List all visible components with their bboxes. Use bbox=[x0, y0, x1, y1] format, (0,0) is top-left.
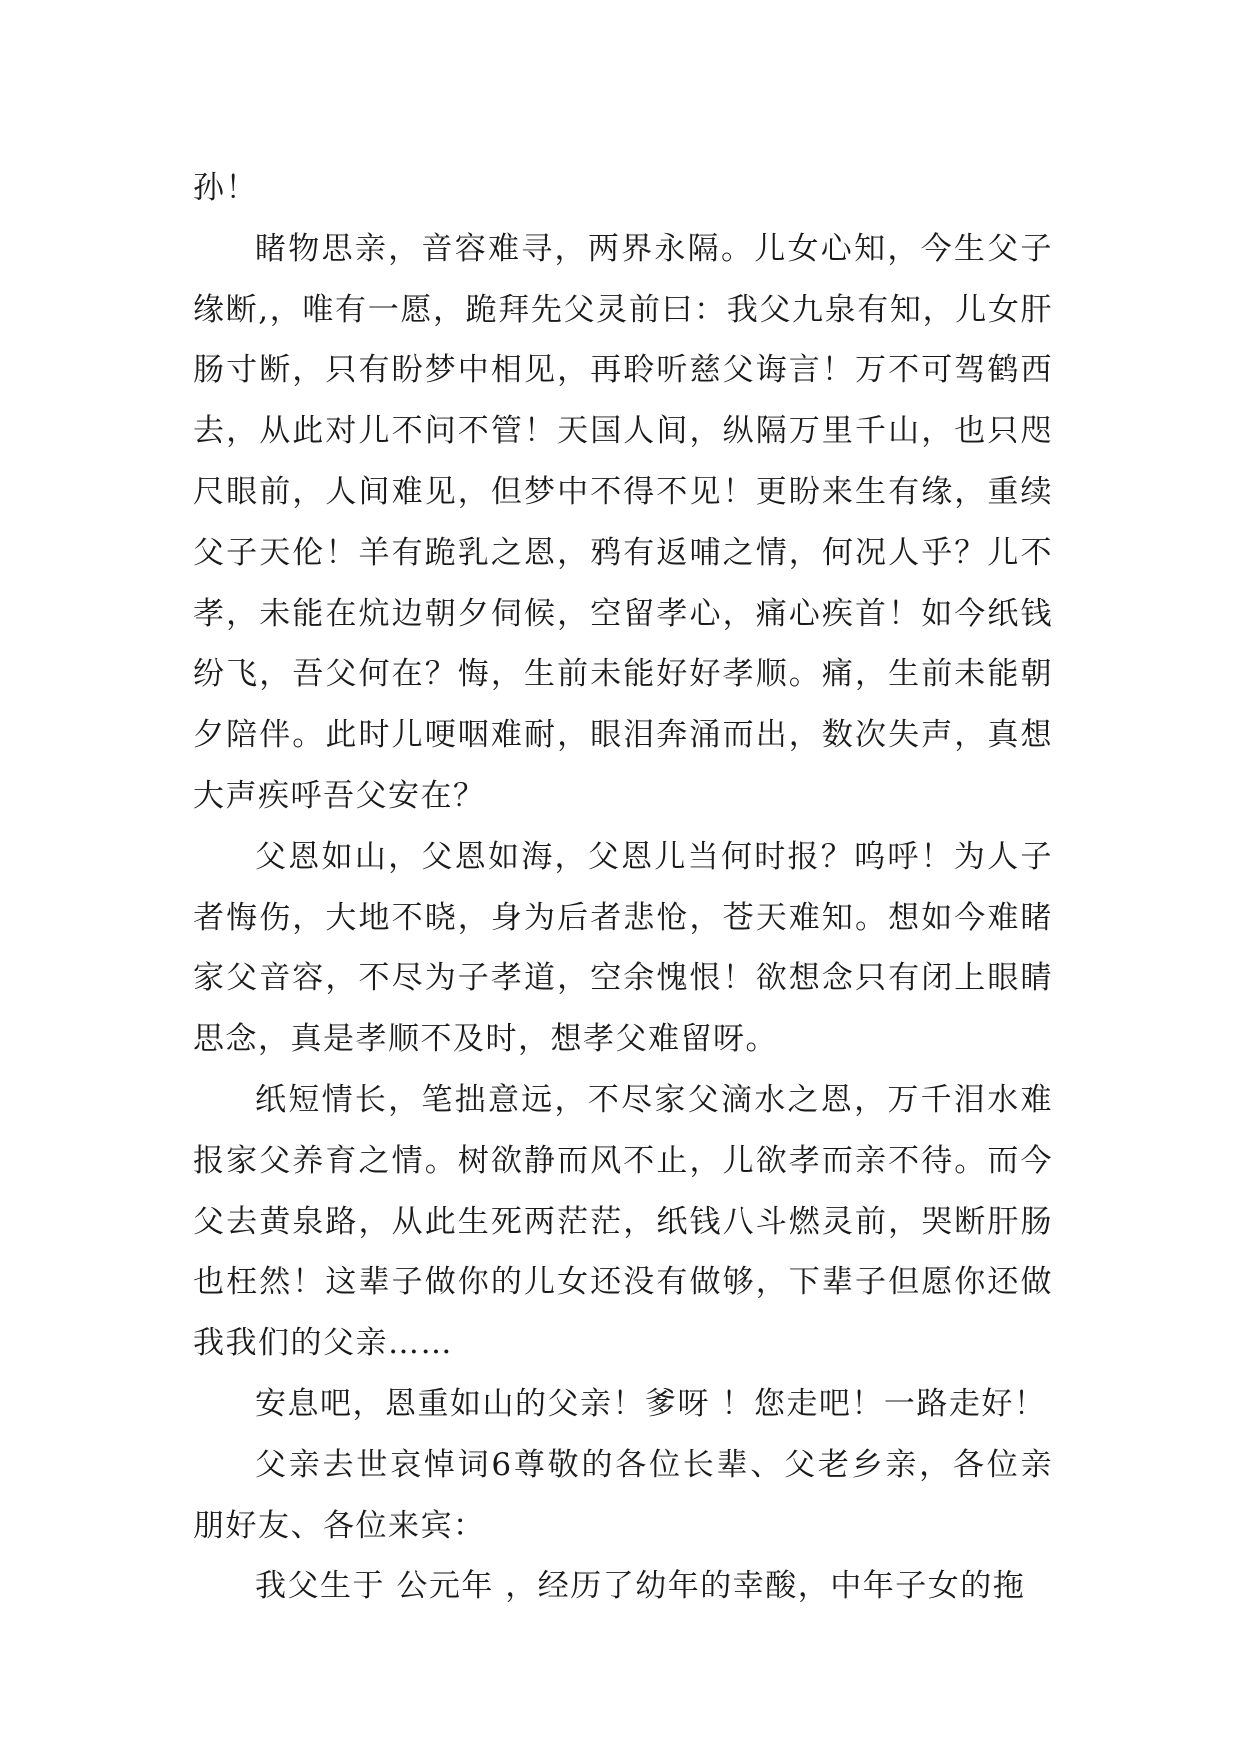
paragraph-father-grace: 父恩如山，父恩如海，父恩儿当何时报？呜呼！为人子者悔伤，大地不晓，身为后者悲怆，苍天难知。想如今难睹家父音容，不尽为子孝道，空余愧恨！欲想念只有闭上眼睛思念，真是孝顺不及时，想孝父难留呀。 bbox=[193, 838, 1053, 1058]
paragraph-farewell: 安息吧，恩重如山的父亲！爹呀 ！您走吧！一路走好！ bbox=[255, 1385, 1047, 1422]
document-body bbox=[193, 158, 1053, 1617]
paragraph-eulogy-heading: 父亲去世哀悼词6尊敬的各位长辈、父老乡亲，各位亲朋好友、各位来宾： bbox=[193, 1446, 1053, 1544]
paragraph-father-birth: 我父生于 公元年 ，经历了幼年的幸酸，中年子女的拖 bbox=[255, 1568, 1026, 1605]
paragraph-continuation: 孙！ bbox=[193, 170, 258, 206]
paragraph-paper-short: 纸短情长，笔拙意远，不尽家父滴水之恩，万千泪水难报家父养育之情。树欲静而风不止，儿欲孝而亲不待。而今父去黄泉路，从此生死两茫茫，纸钱八斗燃灵前，哭断肝肠也枉然！这辈子做你的儿女还没有做够，下辈子但愿你还做我我们的父亲…… bbox=[193, 1081, 1053, 1362]
paragraph-mourning-longing: 睹物思亲，音容难寻，两界永隔。儿女心知，今生父子缘断,，唯有一愿，跪拜先父灵前曰：我父九泉有知，儿女肝肠寸断，只有盼梦中相见，再聆听慈父诲言！万不可驾鹤西去，从此对儿不问不管！天国人间，纵隔万里千山，也只咫尺眼前，人间难见，但梦中不得不见！更盼来生有缘，重续父子天伦！羊有跪乳之恩，鸦有返哺之情，何况人乎？儿不孝，未能在炕边朝夕伺候，空留孝心，痛心疾首！如今纸钱纷飞，吾父何在？悔，生前未能好好孝顺。痛，生前未能朝夕陪伴。此时儿哽咽难耐，眼泪奔涌而出，数次失声，真想大声疾呼吾父安在？ bbox=[193, 230, 1053, 814]
